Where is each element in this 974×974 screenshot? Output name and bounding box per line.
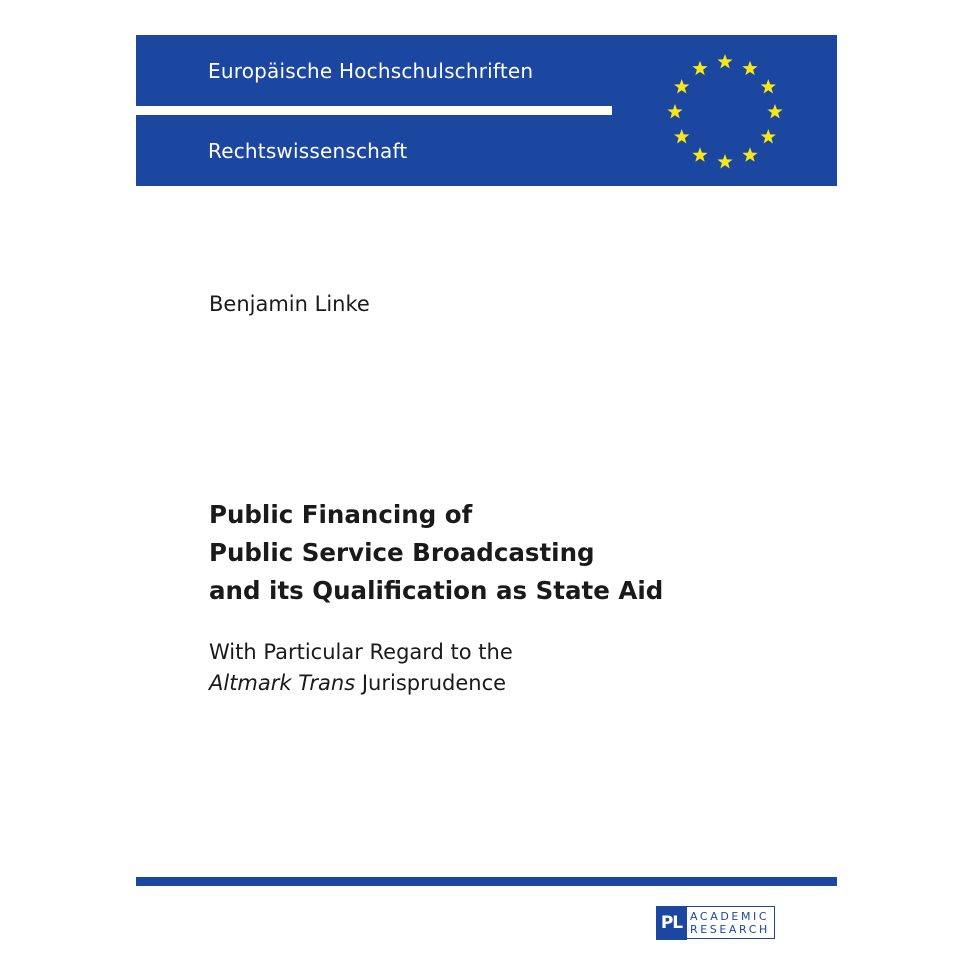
series-banner (136, 35, 837, 186)
publisher-wordmark (687, 906, 775, 939)
author-name: Benjamin Linke (209, 292, 370, 316)
subtitle-rest: Jurisprudence (355, 671, 507, 695)
series-title: Europäische Hochschulschriften (208, 59, 534, 83)
publisher-line: RESEARCH (690, 922, 770, 936)
star-icon (761, 129, 776, 143)
subtitle-italic: Altmark Trans (209, 671, 356, 695)
publisher-logo (656, 906, 775, 940)
publisher-mark: PL (656, 906, 687, 940)
star-icon (742, 147, 757, 161)
subtitle-line (209, 668, 513, 699)
star-icon (742, 61, 757, 75)
star-icon (692, 61, 707, 75)
star-icon (667, 104, 682, 118)
star-icon (717, 54, 732, 68)
star-icon (767, 104, 782, 118)
series-subtitle: Rechtswissenschaft (208, 139, 408, 163)
star-icon (761, 79, 776, 93)
banner-divider (136, 106, 612, 115)
bottom-rule (136, 877, 837, 886)
book-subtitle (209, 637, 513, 699)
title-line: Public Service Broadcasting (209, 538, 595, 567)
subtitle-line: With Particular Regard to the (209, 640, 513, 664)
star-icon (674, 129, 689, 143)
star-icon (674, 79, 689, 93)
book-title (209, 496, 663, 610)
title-line: Public Financing of (209, 500, 473, 529)
title-line: and its Qualification as State Aid (209, 576, 664, 605)
star-icon (692, 147, 707, 161)
star-icon (717, 154, 732, 168)
publisher-line: ACADEMIC (690, 909, 770, 923)
eu-stars-icon (662, 49, 788, 175)
